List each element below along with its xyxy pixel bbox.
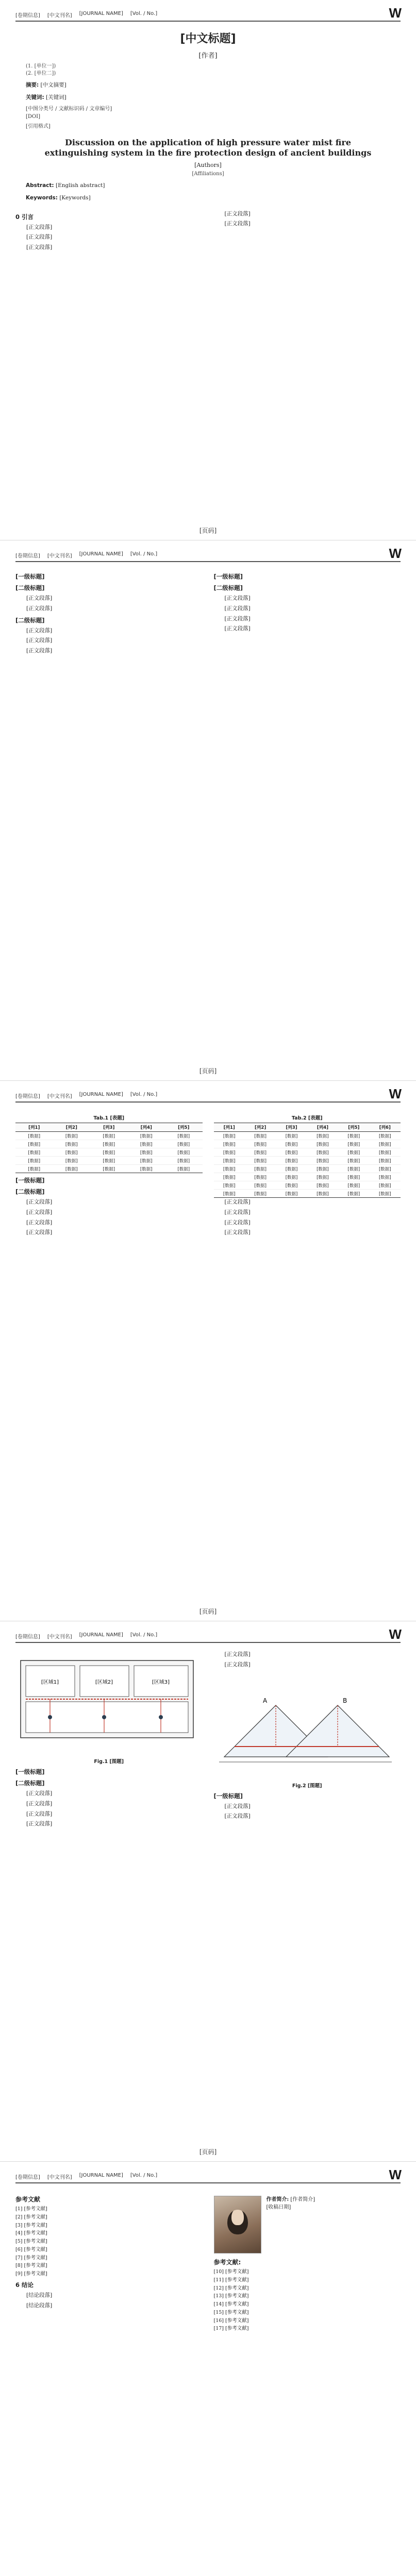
table-cell: [数据]: [307, 1148, 338, 1157]
nozzle-marker: [102, 1715, 106, 1719]
table-cell: [数据]: [90, 1165, 128, 1173]
table-header-cell: [列5]: [165, 1123, 203, 1132]
table-cell: [数据]: [307, 1173, 338, 1181]
abstract-text: [中文摘要]: [40, 82, 66, 88]
table-header-cell: [列6]: [370, 1123, 401, 1132]
journal-logo: W: [389, 5, 401, 21]
body-columns: [15, 2191, 401, 2333]
section-label: A: [262, 1697, 267, 1704]
figure-1: [15, 1655, 203, 1765]
table-cell: [数据]: [15, 1148, 53, 1157]
table-header-cell: [列1]: [214, 1123, 245, 1132]
table-cell: [数据]: [276, 1140, 307, 1148]
paragraph: [正文段落]: [224, 221, 251, 227]
table-cell: [数据]: [214, 1173, 245, 1181]
reference-item: [11] [参考文献]: [213, 2277, 249, 2283]
table-header-cell: [列5]: [338, 1123, 369, 1132]
running-header: [15, 7, 401, 22]
header-issue: [卷期信息]: [15, 553, 40, 559]
header-journal-cn: [中文刊名]: [47, 13, 72, 19]
paragraph: [正文段落]: [224, 605, 251, 612]
header-journal-cn: [中文刊名]: [47, 1634, 72, 1640]
table-cell: [数据]: [338, 1181, 369, 1190]
table-cell: [数据]: [338, 1132, 369, 1140]
left-column: [15, 210, 203, 253]
figure-1-caption: Fig.1 [图题]: [94, 1759, 124, 1765]
paper-title-cn: [中文标题]: [180, 32, 236, 45]
table-cell: [数据]: [90, 1140, 128, 1148]
table-cell: [数据]: [214, 1165, 245, 1173]
section-label: B: [342, 1697, 347, 1704]
table-cell: [数据]: [214, 1190, 245, 1198]
section-heading: [一级标题]: [15, 1768, 45, 1775]
table-cell: [数据]: [90, 1148, 128, 1157]
paper-title-en: Discussion on the application of high pressure water mist fire extinguishing system in the fire protection design of ancient buildings: [44, 137, 372, 158]
table-header-cell: [列3]: [276, 1123, 307, 1132]
table-cell: [数据]: [338, 1165, 369, 1173]
abstract-en-text: [English abstract]: [55, 182, 105, 189]
table-cell: [数据]: [276, 1165, 307, 1173]
table-cell: [数据]: [307, 1140, 338, 1148]
table-cell: [数据]: [15, 1157, 53, 1165]
figure-2-caption: Fig.2 [图题]: [292, 1783, 322, 1789]
table-cell: [数据]: [245, 1157, 276, 1165]
paragraph: [正文段落]: [224, 615, 251, 622]
journal-logo: W: [389, 1086, 401, 1101]
table-cell: [数据]: [53, 1165, 91, 1173]
subsection-heading: [二级标题]: [15, 616, 45, 624]
header-vol: [Vol. / No.]: [130, 551, 158, 557]
paragraph: [结论段落]: [26, 2302, 53, 2309]
table-header-cell: [列4]: [307, 1123, 338, 1132]
header-issue: [卷期信息]: [15, 1634, 40, 1640]
keywords-en-label: Keywords:: [26, 194, 58, 201]
left-column: [15, 569, 203, 657]
paragraph: [正文段落]: [224, 1661, 251, 1668]
header-journal-cn: [中文刊名]: [47, 553, 72, 559]
paragraph: [正文段落]: [26, 1810, 53, 1817]
table-cell: [数据]: [128, 1157, 165, 1165]
paragraph: [正文段落]: [26, 648, 53, 654]
reference-item: [10] [参考文献]: [213, 2269, 249, 2275]
abstract-cn: [26, 81, 390, 90]
paragraph: [正文段落]: [26, 1199, 53, 1205]
reference-item: [14] [参考文献]: [213, 2301, 249, 2308]
journal-logo: W: [389, 2167, 401, 2182]
table-cell: [数据]: [338, 1157, 369, 1165]
table-cell: [数据]: [245, 1173, 276, 1181]
table-cell: [数据]: [307, 1132, 338, 1140]
subsection-heading: [二级标题]: [15, 1780, 45, 1787]
table-cell: [数据]: [53, 1157, 91, 1165]
header-issue: [卷期信息]: [15, 1094, 40, 1099]
nozzle-marker: [159, 1715, 163, 1719]
table-cell: [数据]: [15, 1165, 53, 1173]
section-heading: 0 引言: [15, 213, 34, 221]
journal-logo: W: [389, 546, 401, 561]
doi-line: [DOI]: [26, 113, 40, 120]
paragraph: [正文段落]: [224, 1219, 251, 1226]
header-journal-en: [JOURNAL NAME]: [79, 2173, 123, 2178]
paragraph: [正文段落]: [224, 1209, 251, 1215]
reference-item: [16] [参考文献]: [213, 2317, 249, 2324]
paragraph: [正文段落]: [224, 1813, 251, 1820]
paragraph: [结论段落]: [26, 2292, 53, 2298]
table-2: [214, 1123, 401, 1198]
citation-line: [引用格式]: [26, 123, 51, 129]
left-column: [15, 1650, 203, 1830]
table-cell: [数据]: [165, 1148, 203, 1157]
body-columns: [15, 210, 401, 253]
paragraph: [正文段落]: [26, 1790, 53, 1797]
paragraph: [正文段落]: [26, 637, 53, 644]
affiliation-en: [Affiliations]: [192, 171, 224, 177]
paragraph: [正文段落]: [26, 234, 53, 241]
table-cell: [数据]: [370, 1181, 401, 1190]
table-row: [214, 1148, 401, 1157]
table-cell: [数据]: [276, 1157, 307, 1165]
section-heading: [一级标题]: [15, 573, 45, 580]
section-heading: 6 结论: [15, 2281, 34, 2289]
author-bio-text: [267, 2196, 315, 2211]
reference-item: [13] [参考文献]: [213, 2293, 249, 2299]
reference-item: [12] [参考文献]: [213, 2285, 249, 2291]
page-number: [页码]: [199, 1608, 217, 1615]
table-cell: [数据]: [128, 1132, 165, 1140]
table-cell: [数据]: [338, 1140, 369, 1148]
reference-item: [17] [参考文献]: [213, 2326, 249, 2332]
running-header: [15, 548, 401, 562]
subsection-heading: [二级标题]: [213, 584, 243, 591]
table-cell: [数据]: [276, 1132, 307, 1140]
table-cell: [数据]: [90, 1157, 128, 1165]
journal-logo: W: [389, 1626, 401, 1642]
figure-2: [214, 1674, 401, 1789]
plan-label: [区域1]: [41, 1680, 59, 1685]
keywords-en: [26, 194, 390, 202]
table-row: [214, 1140, 401, 1148]
paragraph: [正文段落]: [26, 627, 53, 634]
table-row: [214, 1181, 401, 1190]
left-column: [15, 1110, 203, 1239]
author-bio: [214, 2196, 401, 2253]
table-cell: [数据]: [53, 1148, 91, 1157]
table-cell: [数据]: [307, 1157, 338, 1165]
reference-item: [2] [参考文献]: [15, 2214, 47, 2220]
header-journal-en: [JOURNAL NAME]: [79, 1632, 123, 1638]
table-row: [214, 1132, 401, 1140]
plan-label: [区域2]: [95, 1680, 113, 1685]
table-cell: [数据]: [214, 1157, 245, 1165]
abstract-label: 摘要:: [26, 82, 39, 88]
section-heading: [一级标题]: [213, 573, 243, 580]
authors-cn: [作者]: [198, 52, 218, 60]
table-cell: [数据]: [245, 1148, 276, 1157]
header-vol: [Vol. / No.]: [130, 2173, 158, 2178]
table-row: [214, 1190, 401, 1198]
journal-page-5: [0, 2162, 416, 2576]
affiliation: (1. [单位一]): [26, 63, 56, 69]
page-number: [页码]: [199, 527, 217, 534]
reference-item: [9] [参考文献]: [15, 2271, 47, 2277]
page-number: [页码]: [199, 1067, 217, 1075]
paragraph: [正文段落]: [224, 1803, 251, 1809]
header-journal-en: [JOURNAL NAME]: [79, 551, 123, 557]
subsection-heading: [二级标题]: [15, 1188, 45, 1195]
authors-en: [Authors]: [194, 162, 222, 169]
table-1: [15, 1123, 203, 1173]
table-cell: [数据]: [276, 1148, 307, 1157]
abstract-en-label: Abstract:: [26, 182, 54, 189]
table-cell: [数据]: [338, 1190, 369, 1198]
reference-item: [4] [参考文献]: [15, 2230, 47, 2236]
journal-page-1: [0, 0, 416, 540]
right-column: [214, 1110, 401, 1239]
table-cell: [数据]: [276, 1190, 307, 1198]
table-cell: [数据]: [370, 1157, 401, 1165]
table-cell: [数据]: [276, 1173, 307, 1181]
reference-item: [1] [参考文献]: [15, 2206, 47, 2212]
table-cell: [数据]: [245, 1190, 276, 1198]
reference-list: [214, 2268, 401, 2332]
table-cell: [数据]: [53, 1140, 91, 1148]
table-cell: [数据]: [370, 1148, 401, 1157]
paragraph: [正文段落]: [26, 1821, 53, 1827]
table-row: [15, 1132, 203, 1140]
reference-item: [6] [参考文献]: [15, 2246, 47, 2252]
table-cell: [数据]: [307, 1190, 338, 1198]
table-row: [15, 1165, 203, 1173]
table-row: [214, 1165, 401, 1173]
reference-item: [3] [参考文献]: [15, 2222, 47, 2228]
table-cell: [数据]: [338, 1148, 369, 1157]
table-header-cell: [列2]: [245, 1123, 276, 1132]
table-row: [15, 1157, 203, 1165]
bio-label: 作者简介:: [266, 2197, 289, 2202]
paragraph: [正文段落]: [26, 1800, 53, 1807]
table-cell: [数据]: [165, 1165, 203, 1173]
reference-item: [7] [参考文献]: [15, 2255, 47, 2261]
references-heading: 参考文献: [15, 2196, 41, 2203]
table-cell: [数据]: [370, 1140, 401, 1148]
body-columns: [15, 1110, 401, 1239]
author-photo: [214, 2196, 261, 2253]
journal-page-3: [0, 1081, 416, 1621]
bio-content: [作者简介]: [290, 2197, 315, 2202]
table-cell: [数据]: [370, 1132, 401, 1140]
header-vol: [Vol. / No.]: [130, 1632, 158, 1638]
table-cell: [数据]: [15, 1132, 53, 1140]
table-1-title: Tab.1 [表题]: [93, 1115, 125, 1121]
body-columns: [15, 569, 401, 657]
table-cell: [数据]: [128, 1148, 165, 1157]
table-cell: [数据]: [128, 1165, 165, 1173]
table-cell: [数据]: [338, 1173, 369, 1181]
header-issue: [卷期信息]: [15, 2175, 40, 2180]
paragraph: [正文段落]: [224, 625, 251, 632]
paragraph: [正文段落]: [26, 224, 53, 230]
abstract-en: [26, 182, 390, 190]
received-date: [收稿日期]: [266, 2205, 291, 2210]
affiliation: (2. [单位二]): [26, 71, 56, 76]
paragraph: [正文段落]: [224, 1651, 251, 1657]
table-cell: [数据]: [245, 1140, 276, 1148]
keywords-text: [关键词]: [46, 94, 66, 100]
subsection-heading: [二级标题]: [15, 584, 45, 591]
paragraph: [正文段落]: [26, 605, 53, 612]
table-row: [214, 1157, 401, 1165]
table-cell: [数据]: [370, 1173, 401, 1181]
section-heading: [一级标题]: [213, 1792, 243, 1800]
header-issue: [卷期信息]: [15, 13, 40, 19]
paragraph: [正文段落]: [224, 595, 251, 601]
paragraph: [正文段落]: [26, 1209, 53, 1215]
pipe-section-diagram: [214, 1674, 397, 1777]
header-vol: [Vol. / No.]: [130, 1092, 158, 1097]
reference-item: [8] [参考文献]: [15, 2263, 47, 2269]
left-column: [15, 2191, 203, 2333]
references-heading: 参考文献:: [213, 2259, 241, 2266]
table-header-cell: [列2]: [53, 1123, 91, 1132]
header-journal-en: [JOURNAL NAME]: [79, 11, 123, 16]
keywords-en-text: [Keywords]: [59, 194, 91, 201]
plan-label: [区域3]: [152, 1680, 170, 1685]
header-journal-cn: [中文刊名]: [47, 2175, 72, 2180]
table-cell: [数据]: [15, 1140, 53, 1148]
table-cell: [数据]: [214, 1148, 245, 1157]
table-cell: [数据]: [370, 1165, 401, 1173]
header-vol: [Vol. / No.]: [130, 11, 158, 16]
section-heading: [一级标题]: [15, 1177, 45, 1184]
table-cell: [数据]: [214, 1132, 245, 1140]
table-cell: [数据]: [245, 1132, 276, 1140]
paragraph: [正文段落]: [224, 1199, 251, 1205]
table-cell: [数据]: [214, 1140, 245, 1148]
table-row: [214, 1173, 401, 1181]
paragraph: [正文段落]: [224, 1229, 251, 1236]
table-2-title: Tab.2 [表题]: [291, 1115, 323, 1121]
running-header: [15, 2169, 401, 2183]
table-cell: [数据]: [307, 1165, 338, 1173]
table-header-cell: [列3]: [90, 1123, 128, 1132]
page-number: [页码]: [199, 2148, 217, 2156]
right-column: [214, 2191, 401, 2333]
header-journal-en: [JOURNAL NAME]: [79, 1092, 123, 1097]
table-cell: [数据]: [307, 1181, 338, 1190]
paragraph: [正文段落]: [26, 244, 53, 251]
table-cell: [数据]: [128, 1140, 165, 1148]
table-cell: [数据]: [165, 1132, 203, 1140]
journal-page-4: [0, 1621, 416, 2162]
table-cell: [数据]: [370, 1190, 401, 1198]
reference-item: [5] [参考文献]: [15, 2239, 47, 2245]
right-column: [214, 1650, 401, 1830]
building-plan-diagram: [15, 1655, 198, 1753]
author-photo-figure: [227, 2210, 248, 2234]
table-header-cell: [列4]: [128, 1123, 165, 1132]
paragraph: [正文段落]: [26, 1219, 53, 1226]
paragraph: [正文段落]: [26, 595, 53, 601]
running-header: [15, 1088, 401, 1103]
table-header-cell: [列1]: [15, 1123, 53, 1132]
table-cell: [数据]: [245, 1165, 276, 1173]
table-cell: [数据]: [165, 1140, 203, 1148]
paragraph: [正文段落]: [224, 210, 251, 217]
running-header: [15, 1626, 401, 1643]
table-cell: [数据]: [245, 1181, 276, 1190]
keywords-cn: [26, 94, 390, 102]
reference-item: [15] [参考文献]: [213, 2309, 249, 2315]
nozzle-marker: [48, 1715, 52, 1719]
header-journal-cn: [中文刊名]: [47, 1094, 72, 1099]
table-cell: [数据]: [90, 1132, 128, 1140]
journal-page-2: [0, 540, 416, 1081]
table-cell: [数据]: [165, 1157, 203, 1165]
table-row: [15, 1140, 203, 1148]
table-row: [15, 1148, 203, 1157]
table-cell: [数据]: [53, 1132, 91, 1140]
keywords-label: 关键词:: [26, 94, 44, 100]
body-columns: [15, 1650, 401, 1830]
paragraph: [正文段落]: [26, 1229, 53, 1236]
right-column: [214, 210, 401, 253]
clc-line: [中图分类号 / 文献标识码 / 文章编号]: [26, 106, 112, 112]
reference-list: [15, 2206, 203, 2278]
table-cell: [数据]: [276, 1181, 307, 1190]
table-cell: [数据]: [214, 1181, 245, 1190]
right-column: [214, 569, 401, 657]
